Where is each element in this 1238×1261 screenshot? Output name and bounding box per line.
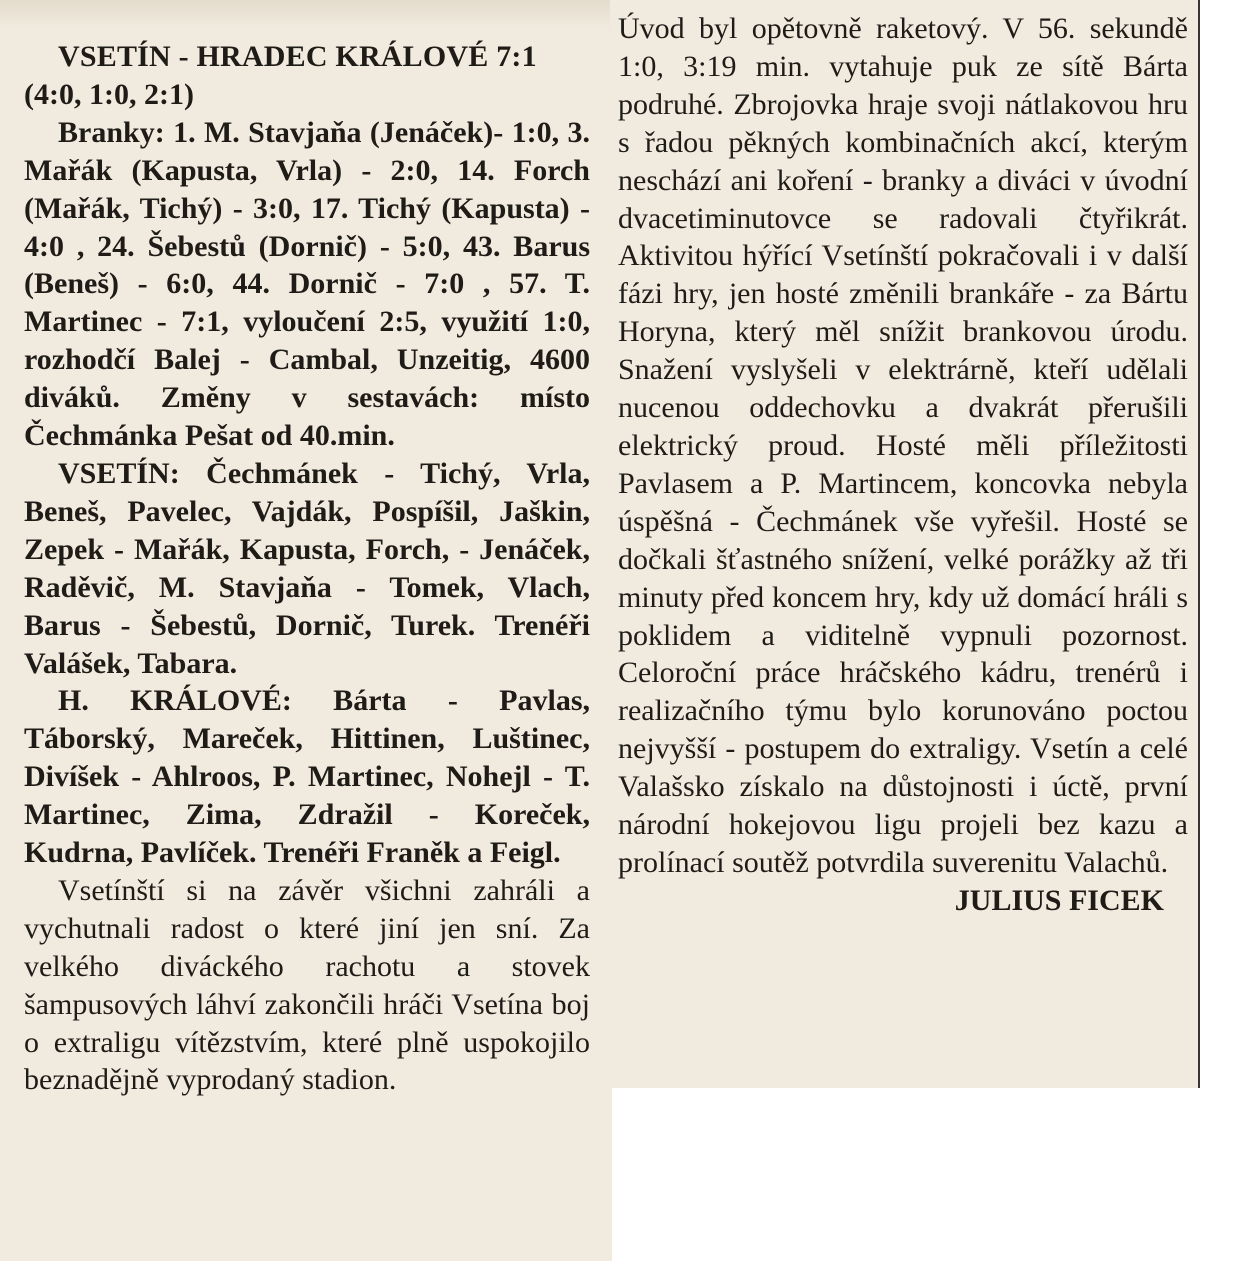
article-column-right	[610, 0, 1200, 1088]
article-column-left	[0, 0, 612, 1261]
period-scores: (4:0, 1:0, 2:1)	[24, 77, 194, 111]
article-paragraph-2: Úvod byl opětovně raketový. V 56. sekundě 1:0, 3:19 min. vytahuje puk ze sítě Bárta podruhé. Zbrojovka hraje svoji nátlakovou hru s řadou pěkných kombinačních akcí, kterým neschází ani koření - branky a diváci v úvodní dvacetiminutovce se radovali čtyřikrát. Aktivitou hýřící Vsetínští pokračovali i v další fázi hry, jen hosté změnili brankáře - za Bártu Horyna, který měl snížit brankovou úrodu. Snažení vyslyšeli v elektrárně, kteří udělali nucenou oddechovku a dvakrát přerušili elektrický proud. Hosté měli příležitosti Pavlasem a P. Martincem, koncovka nebyla úspěšná - Čechmánek vše vyřešil. Hosté se dočkali šťastného snížení, velké porážky až tři minuty před koncem hry, kdy už domácí hráli s poklidem a viditelně vypnuli pozornost. Celoroční práce hráčského kádru, trenérů i realizačního týmu bylo korunováno poctou nejvyšší - postupem do extraligy. Vsetín a celé Valašsko získalo na důstojnosti i úctě, první národní hokejovou ligu projeli bez kazu a prolínací soutěž potvrdila suverenitu Valachů.	[618, 12, 1188, 879]
goals-summary: Branky: 1. M. Stavjaňa (Jenáček)- 1:0, 3. Mařák (Kapusta, Vrla) - 2:0, 14. Forch (Mařák, Tichý) - 3:0, 17. Tichý (Kapusta) - 4:0 , 24. Šebestů (Dornič) - 5:0, 43. Barus (Beneš) - 6:0, 44. Dornič - 7:0 , 57. T. Martinec - 7:1, vyloučení 2:5, využití 1:0, rozhodčí Balej - Cambal, Unzeitig, 4600 diváků. Změny v sestavách: místo Čechmánka Pešat od 40.min.	[24, 115, 590, 453]
article-paragraph-1: Vsetínští si na závěr všichni zahráli a vychutnali radost o které jiní jen sní. Za velkého diváckého rachotu a stovek šampusových láhví zakončili hráči Vsetína boj o extraligu vítězstvím, které plně uspokojilo beznadějně vyprodaný stadion.	[24, 873, 590, 1097]
scan-edge	[0, 0, 612, 30]
lineup-vsetin: VSETÍN: Čechmánek - Tichý, Vrla, Beneš, Pavelec, Vajdák, Pospíšil, Jaškin, Zepek - Mařák, Kapusta, Forch, - Jenáček, Raděvič, M. Stavjaňa - Tomek, Vlach, Barus - Šebestů, Dornič, Turek. Trenéři Valášek, Tabara.	[24, 456, 590, 680]
left-column-text	[24, 38, 590, 1099]
lineup-hradec: H. KRÁLOVÉ: Bárta - Pavlas, Táborský, Mareček, Hittinen, Luštinec, Divíšek - Ahlroos, P. Martinec, Nohejl - T. Martinec, Zima, Zdražil - Koreček, Kudrna, Pavlíček. Trenéři Franěk a Feigl.	[24, 684, 590, 870]
author-byline: JULIUS FICEK	[954, 883, 1164, 917]
match-title: VSETÍN - HRADEC KRÁLOVÉ 7:1	[58, 40, 537, 73]
right-column-text	[618, 10, 1188, 920]
